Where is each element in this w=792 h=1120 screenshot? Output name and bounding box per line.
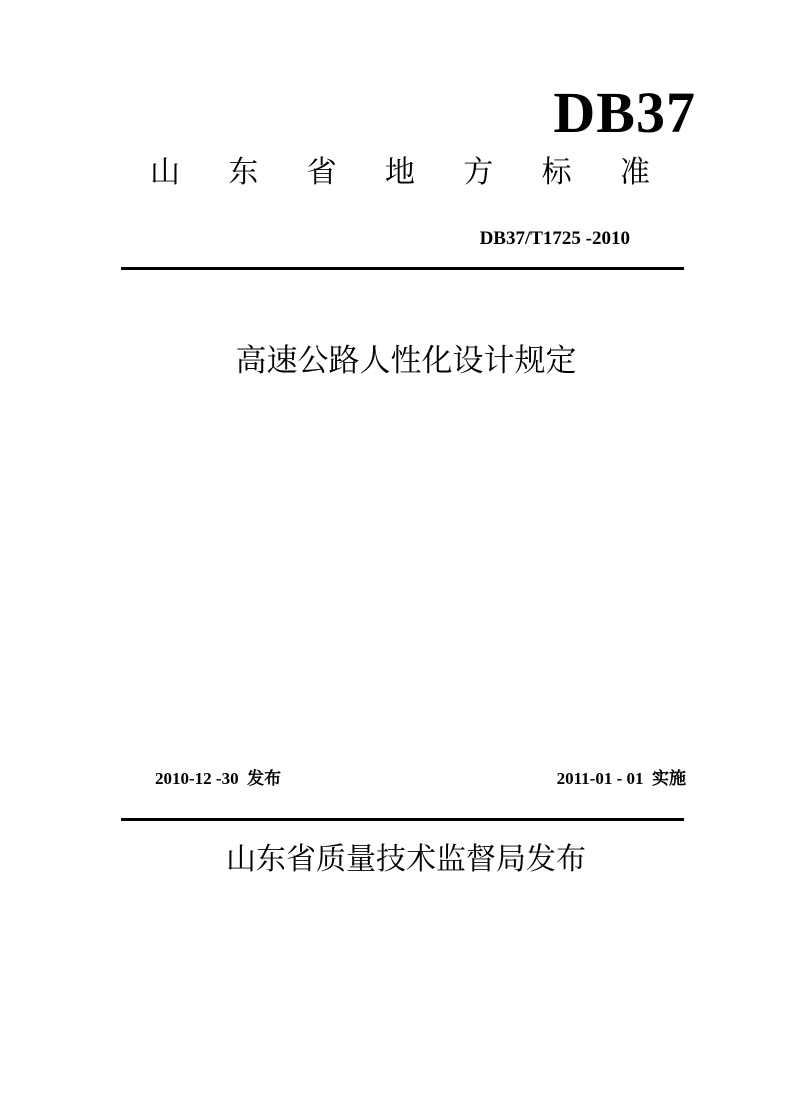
standard-type-char: 标 [541,155,572,190]
standard-type-char: 山 [150,155,180,190]
bottom-divider [121,818,684,821]
standard-type-char: 东 [228,155,259,190]
implementation-date: 2011-01 - 01 实施 [556,769,686,788]
top-divider [121,267,684,270]
issue-date: 2010-12 -30 发布 [155,769,282,788]
standard-type-char: 方 [463,155,494,190]
publisher: 山东省质量技术监督局发布 [226,842,586,877]
standard-code-logo: DB37 [553,80,696,145]
standard-type-char: 省 [306,155,337,190]
standard-type-char: 准 [619,155,650,190]
standard-type-char: 地 [384,155,415,190]
standard-number: DB37/T1725 -2010 [479,228,630,249]
document-title: 高速公路人性化设计规定 [235,343,577,379]
standard-type-heading [150,155,650,190]
